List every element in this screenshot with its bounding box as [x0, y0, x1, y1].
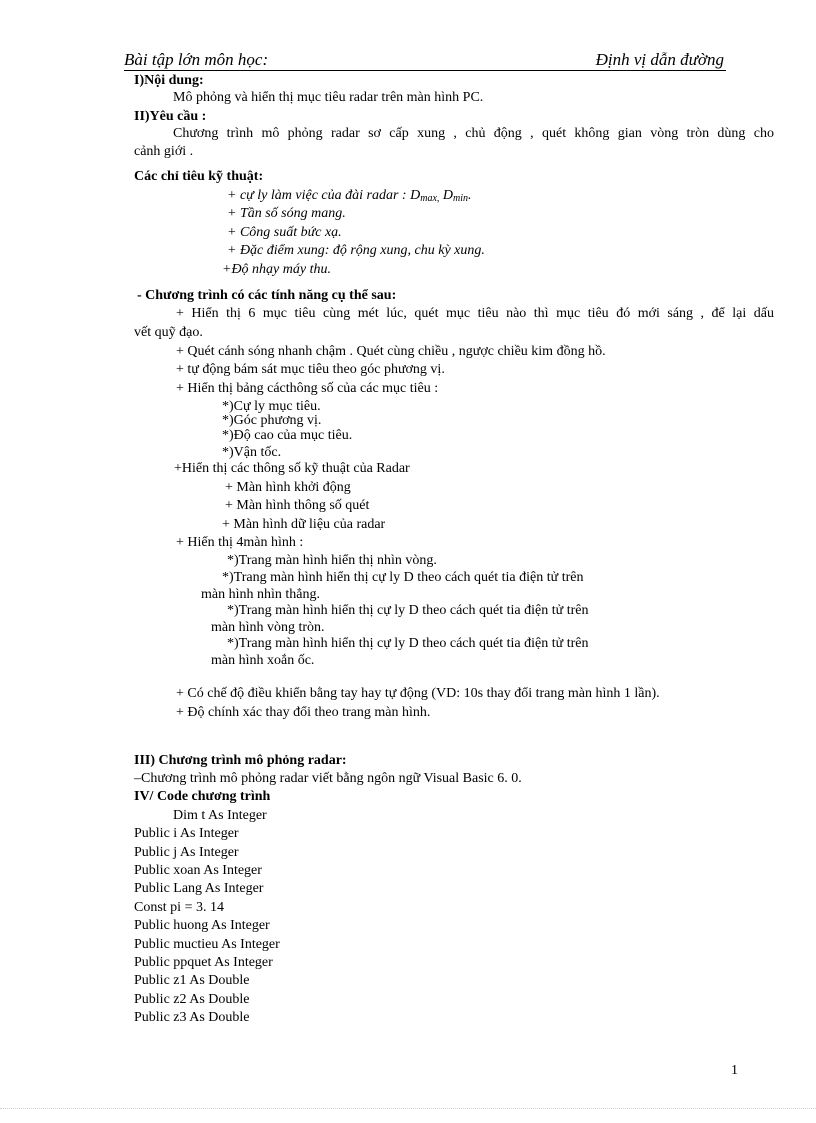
- feature-six-targets-line1: + Hiển thị 6 mục tiêu cùng mét lúc, quét mục tiêu nào thì mục tiêu đó mới sáng , để lại dấu: [176, 306, 774, 321]
- spec-item-range: + cự ly làm việc của đài radar : $D_{max,}$ $D_{min}$.: [227, 188, 472, 204]
- code-line: Public Lang As Integer: [134, 881, 264, 896]
- feature-target-table: + Hiển thị bảng cácthông số của các mục tiêu :: [176, 381, 439, 396]
- features-title: - Chương trình có các tính năng cụ thể sau:: [137, 288, 397, 303]
- spec-item-pulse-characteristics: + Đặc điểm xung: độ rộng xung, chu kỳ xung.: [227, 243, 485, 258]
- feature-control-mode: + Có chế độ điều khiển bằng tay hay tự động (VD: 10s thay đổi trang màn hình 1 lần).: [176, 686, 660, 701]
- page-number: 1: [731, 1063, 738, 1078]
- code-line: Public j As Integer: [134, 845, 239, 860]
- code-line: Dim t As Integer: [173, 808, 267, 823]
- code-line: Public i As Integer: [134, 826, 239, 841]
- spec-item-receiver-sensitivity: +Độ nhạy máy thu.: [222, 262, 331, 277]
- section-simulation-text: –Chương trình mô phỏng radar viết bằng ngôn ngữ Visual Basic 6. 0.: [134, 771, 522, 786]
- spec-item-carrier-frequency: + Tần số sóng mang.: [227, 206, 346, 221]
- feature-radar-params: +Hiển thị các thông số kỹ thuật của Radar: [174, 461, 410, 476]
- code-line: Public z2 As Double: [134, 992, 250, 1007]
- feature-target-azimuth: *)Góc phương vị.: [222, 413, 322, 428]
- feature-target-range: *)Cự ly mục tiêu.: [222, 399, 321, 414]
- code-line: Const pi = 3. 14: [134, 900, 224, 915]
- specs-title: Các chỉ tiêu kỹ thuật:: [134, 169, 264, 184]
- feature-six-targets-line2: vết quỹ đạo.: [134, 325, 203, 340]
- feature-four-screens: + Hiển thị 4màn hình :: [176, 535, 304, 550]
- feature-screen-spiral-line1: *)Trang màn hình hiển thị cự ly D theo cách quét tia điện tử trên: [227, 636, 589, 651]
- section-content-text: Mô phỏng và hiển thị mục tiêu radar trên màn hình PC.: [173, 90, 484, 105]
- feature-target-speed: *)Vận tốc.: [222, 445, 282, 460]
- feature-scan-params-screen: + Màn hình thông số quét: [225, 498, 370, 513]
- feature-target-altitude: *)Độ cao của mục tiêu.: [222, 428, 353, 443]
- feature-screen-circular-line1: *)Trang màn hình hiển thị cự ly D theo cách quét tia điện tử trên: [227, 603, 589, 618]
- code-line: Public xoan As Integer: [134, 863, 262, 878]
- section-content-title: I)Nội dung:: [134, 73, 204, 88]
- feature-screen-circular-line2: màn hình vòng tròn.: [211, 620, 325, 635]
- code-line: Public huong As Integer: [134, 918, 270, 933]
- code-line: Public z1 As Double: [134, 973, 250, 988]
- feature-radar-data-screen: + Màn hình dữ liệu của radar: [222, 517, 386, 532]
- feature-sweep-speed: + Quét cánh sóng nhanh chậm . Quét cùng chiều , ngược chiều kim đồng hồ.: [176, 344, 606, 359]
- header-course-title: Bài tập lớn môn học:: [124, 50, 269, 69]
- feature-auto-tracking: + tự động bám sát mục tiêu theo góc phương vị.: [176, 362, 445, 377]
- header-subject: Định vị dẫn đường: [595, 50, 724, 69]
- feature-screen-spiral-line2: màn hình xoắn ốc.: [211, 653, 315, 668]
- spec-item-radiated-power: + Công suất bức xạ.: [227, 225, 342, 240]
- feature-screen-ppi: *)Trang màn hình hiển thị nhìn vòng.: [227, 553, 437, 568]
- section-requirements-text-line1: Chương trình mô phỏng radar sơ cấp xung , chủ động , quét không gian vòng tròn dùng cho: [173, 126, 774, 141]
- code-line: Public ppquet As Integer: [134, 955, 273, 970]
- section-code-title: IV/ Code chương trình: [134, 789, 271, 804]
- section-simulation-title: III) Chương trình mô phỏng radar:: [134, 753, 347, 768]
- feature-startup-screen: + Màn hình khởi động: [225, 480, 351, 495]
- feature-accuracy: + Độ chính xác thay đổi theo trang màn hình.: [176, 705, 431, 720]
- feature-screen-linear-line1: *)Trang màn hình hiển thị cự ly D theo cách quét tia điện tử trên: [222, 570, 584, 585]
- section-requirements-text-line2: cảnh giới .: [134, 144, 194, 159]
- section-requirements-title: II)Yêu cầu :: [134, 109, 207, 124]
- code-line: Public muctieu As Integer: [134, 937, 280, 952]
- feature-screen-linear-line2: màn hình nhìn thẳng.: [201, 587, 320, 602]
- page-header: [124, 50, 726, 71]
- code-line: Public z3 As Double: [134, 1010, 250, 1025]
- page-bottom-divider: [0, 1108, 816, 1109]
